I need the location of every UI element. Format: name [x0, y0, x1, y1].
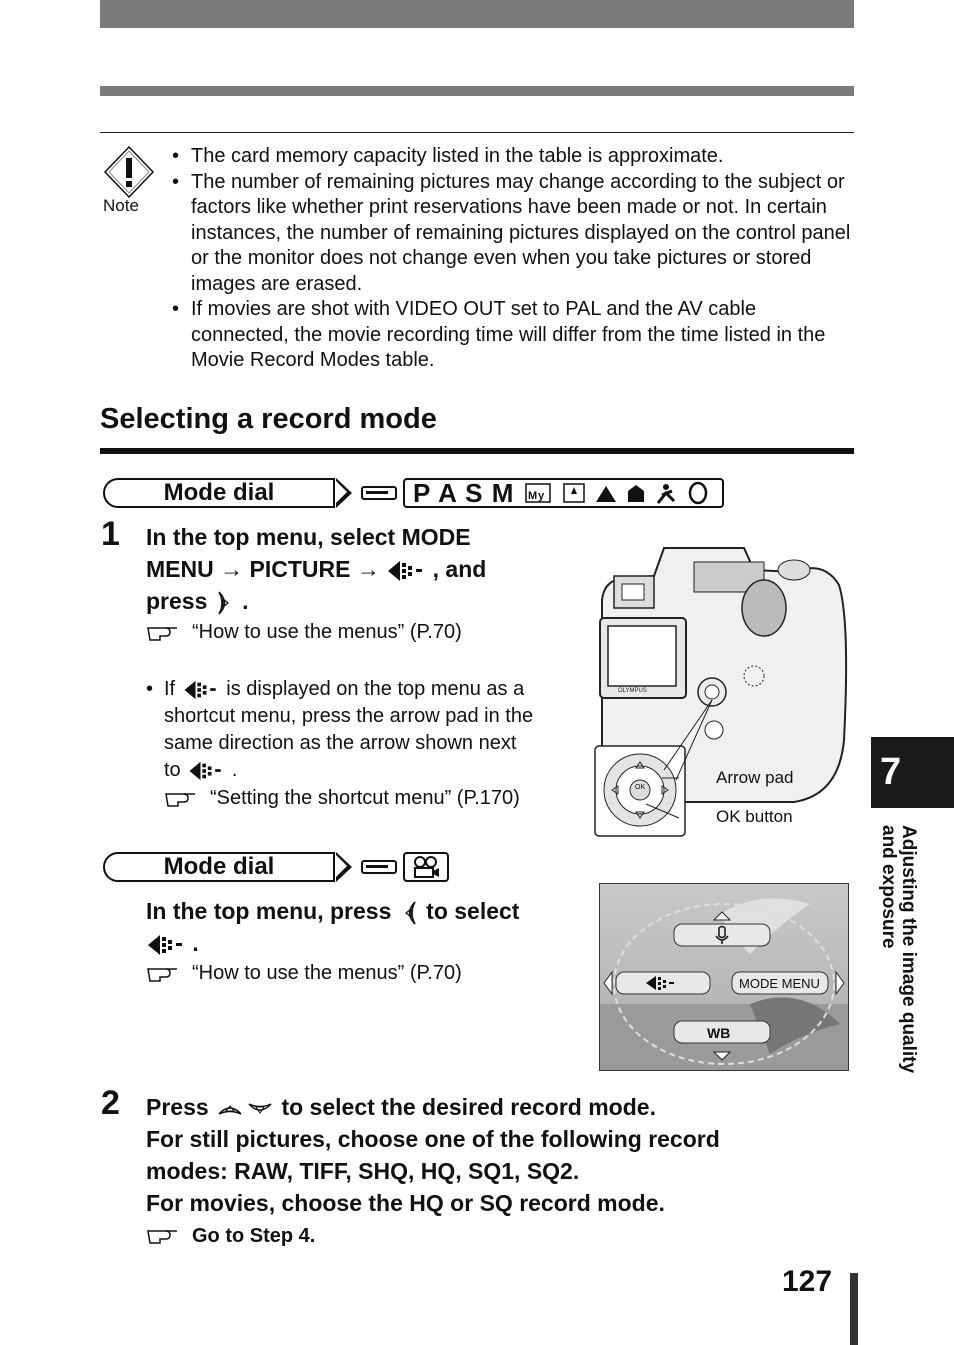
shortcut-bullet: • If is displayed on the top menu as a shortcut menu, press the arrow pad in the same direction as the arrow shown next to .	[146, 678, 534, 781]
card-icon	[361, 486, 397, 500]
note-label: Note	[103, 196, 139, 215]
camera-illustration	[594, 540, 850, 840]
section-rule	[100, 448, 854, 454]
chapter-side-title	[875, 823, 925, 1143]
pointing-hand-icon	[146, 622, 180, 644]
chapter-tab: 7	[871, 737, 954, 808]
svg-text:My: My	[528, 490, 546, 502]
movie-camera-icon	[409, 855, 443, 879]
mode-list	[403, 478, 724, 508]
movie-instruction: In the top menu, press to select .	[146, 898, 520, 956]
reference-link: “How to use the menus” (P.70)	[146, 621, 462, 644]
step1-instruction: In the top menu, select MODE MENU → PICTURE → , and press .	[146, 524, 487, 614]
record-mode-icon	[186, 760, 226, 782]
svg-text:OK: OK	[635, 784, 646, 791]
record-mode-icon	[146, 933, 186, 957]
step-number: 1	[101, 515, 120, 553]
arrow-pad-right-icon	[214, 590, 236, 616]
section-title: Selecting a record mode	[100, 403, 437, 435]
note-bullet: • The card memory capacity listed in the table is approximate.	[172, 144, 854, 170]
page-number: 127	[782, 1265, 833, 1298]
pointing-hand-icon	[146, 1225, 180, 1247]
page-bar	[850, 1273, 858, 1345]
mode-letters: P A S M	[413, 477, 515, 508]
card-icon	[361, 860, 397, 874]
note-bullets	[172, 144, 854, 374]
note-bullet: • If movies are shot with VIDEO OUT set to PAL and the AV cable connected, the movie recording time will differ from the time listed in the Movie Record Modes table.	[172, 297, 854, 374]
warning-icon	[103, 145, 155, 200]
mode-dial-label: Mode dial	[103, 852, 335, 882]
mode-menu-label: MODE MENU	[739, 976, 820, 991]
reference-link: “Setting the shortcut menu” (P.170)	[164, 787, 520, 810]
reference-link: “How to use the menus” (P.70)	[146, 962, 462, 985]
camera-brand: OLYMPUS	[618, 688, 647, 694]
header-bar-top	[100, 0, 854, 28]
note-bullet: • The number of remaining pictures may change according to the subject or factors like whether print reservations have been made or not. In certain instances, the number of remaining pictures displayed on the control panel or the monitor does not change even when you take pictures or stored images are erased.	[172, 170, 854, 298]
screen-menu-graphic	[600, 884, 848, 1070]
ok-button-label: OK button	[716, 807, 793, 826]
svg-text:Adjusting the image quality: Adjusting the image quality	[898, 825, 919, 1074]
divider	[100, 132, 854, 133]
wb-label: WB	[707, 1025, 731, 1041]
record-mode-icon	[386, 559, 426, 583]
monitor-screen-illustration	[599, 883, 849, 1071]
arrow-pad-left-icon	[398, 900, 420, 926]
header-bar-bottom	[100, 86, 854, 96]
scene-mode-icons	[524, 481, 714, 505]
mode-dial-banner	[103, 851, 449, 883]
mode-dial-banner	[103, 477, 724, 509]
arrow-pad-up-down-icon	[215, 1098, 275, 1120]
pointing-hand-icon	[164, 788, 198, 810]
arrow-right-icon: →	[356, 556, 380, 582]
reference-link: Go to Step 4.	[146, 1220, 315, 1252]
arrow-pad-label: Arrow pad	[716, 768, 794, 787]
step2-instruction: Press to select the desired record mode. For still pictures, choose one of the following record modes: RAW, TIFF, SHQ, HQ, SQ1, SQ2. For movies, choose the HQ or SQ record mode.	[146, 1094, 720, 1216]
movie-mode	[403, 852, 449, 882]
record-mode-icon	[181, 679, 221, 701]
mode-dial-label: Mode dial	[103, 478, 335, 508]
step-number: 2	[101, 1084, 120, 1122]
svg-text:and exposure: and exposure	[878, 825, 899, 949]
arrow-right-icon: →	[220, 556, 244, 582]
pointing-hand-icon	[146, 963, 180, 985]
